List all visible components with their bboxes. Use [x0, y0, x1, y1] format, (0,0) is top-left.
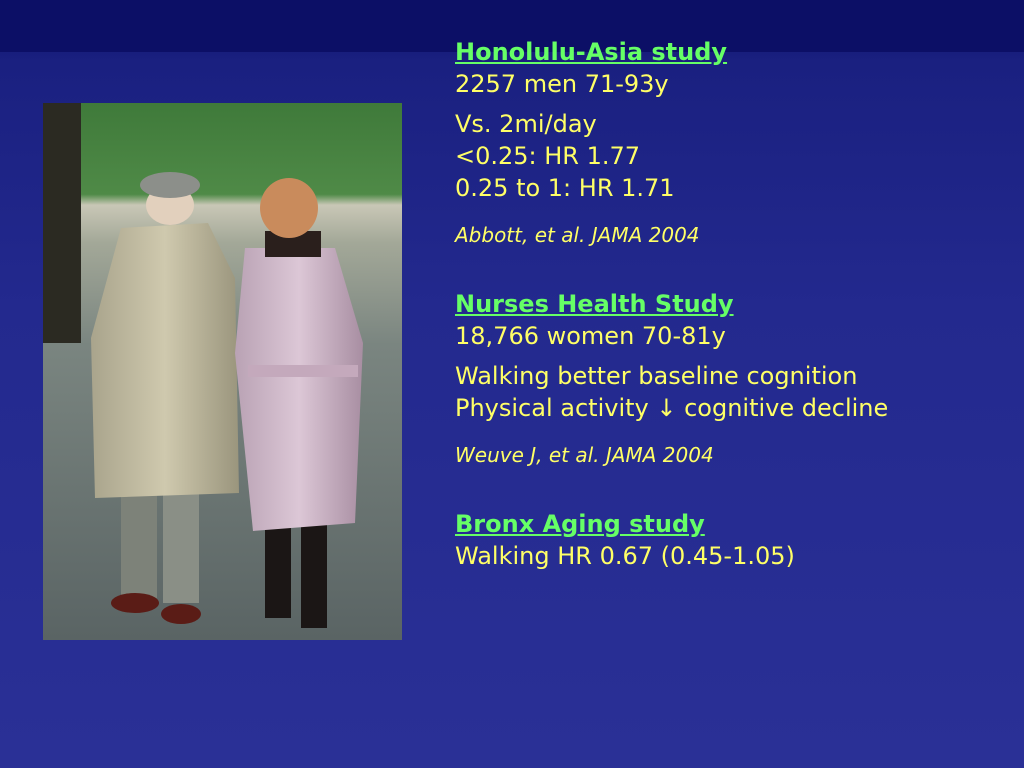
citation-nurses: Weuve J, et al. JAMA 2004 — [455, 443, 714, 467]
photo-elderly-couple-walking — [43, 103, 402, 640]
citation-honolulu: Abbott, et al. JAMA 2004 — [455, 223, 700, 247]
slide-text-column — [455, 36, 1015, 572]
finding-line: Walking better baseline cognition — [455, 362, 858, 390]
study-heading-bronx: Bronx Aging study — [455, 510, 705, 538]
study-subtitle-nurses: 18,766 women 70-81y — [455, 322, 726, 350]
couple-photo-illustration — [43, 103, 402, 640]
finding-line: Vs. 2mi/day — [455, 110, 597, 138]
finding-line: 0.25 to 1: HR 1.71 — [455, 174, 675, 202]
study-heading-nurses: Nurses Health Study — [455, 290, 734, 318]
finding-line: <0.25: HR 1.77 — [455, 142, 641, 170]
study-heading-honolulu: Honolulu-Asia study — [455, 38, 728, 66]
finding-line: Physical activity ↓ cognitive decline — [455, 394, 889, 422]
study-subtitle-bronx: Walking HR 0.67 (0.45-1.05) — [455, 542, 795, 570]
study-subtitle-honolulu: 2257 men 71-93y — [455, 70, 669, 98]
